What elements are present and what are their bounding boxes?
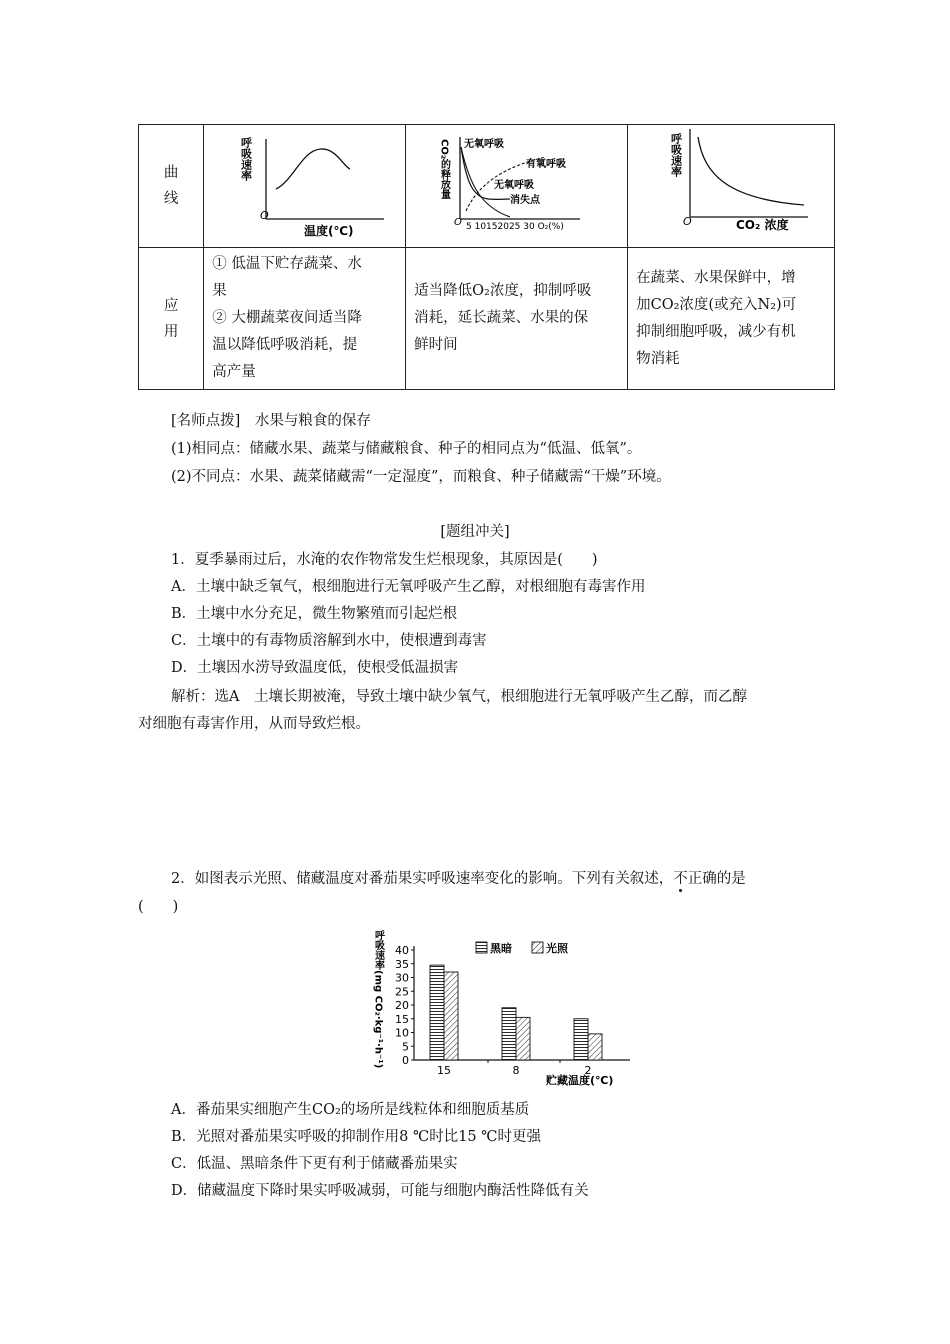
- tip-point-2: (2)不同点：水果、蔬菜储藏需“一定湿度”，而粮食、种子储藏需“干燥”环境。: [171, 469, 671, 485]
- bar-黑暗-15: [430, 965, 444, 1060]
- q2-answer-paren: ( ): [138, 899, 179, 915]
- origin-label: O: [260, 209, 269, 222]
- x-axis-label: CO₂ 浓度: [736, 218, 789, 232]
- x-tick-label: 2: [584, 1064, 592, 1077]
- oxygen-curve-cell: [406, 125, 628, 248]
- tip-title: [名师点拨] 水果与粮食的保存: [171, 413, 371, 429]
- temperature-curve-diagram: [204, 125, 404, 243]
- q1-explanation-line1: 解析：选A 土壤长期被淹，导致土壤中缺少氧气，根细胞进行无氧呼吸产生乙醇，而乙醇: [171, 689, 747, 705]
- bar-光照-2: [588, 1034, 602, 1060]
- q1-explanation-line2: 对细胞有毒害作用，从而导致烂根。: [138, 716, 370, 732]
- x-axis-label: 贮藏温度(℃): [546, 1074, 614, 1087]
- app3-line: 在蔬菜、水果保鲜中，增: [636, 269, 796, 286]
- co2-curve-cell: [628, 125, 835, 248]
- x-tick-label: 15: [437, 1064, 451, 1077]
- origin-label: O: [683, 215, 692, 228]
- app3-line: 加CO₂浓度(或充入N₂)可: [636, 296, 797, 313]
- temperature-curve-cell: [204, 125, 406, 248]
- bar-光照-8: [516, 1017, 530, 1060]
- respiration-bar-chart: [370, 926, 640, 1092]
- q1-option-d[interactable]: D．土壤因水涝导致温度低，使根受低温损害: [171, 660, 459, 676]
- label-anaerobic-low: 无氧呼吸: [494, 180, 535, 191]
- row-label-application: 应 用: [139, 248, 204, 390]
- origin-label: O: [454, 217, 463, 228]
- y-axis-label: 呼吸速率: [239, 137, 253, 181]
- q1-option-b[interactable]: B．土壤中水分充足，微生物繁殖而引起烂根: [171, 606, 458, 622]
- y-tick-label: 0: [402, 1054, 409, 1067]
- y-tick-label: 35: [395, 957, 409, 971]
- legend-swatch-光照: [532, 942, 543, 953]
- y-tick-label: 15: [395, 1012, 409, 1026]
- y-axis-label: 呼吸速率(mg CO₂·kg⁻¹·h⁻¹): [372, 930, 384, 1069]
- app2-line: 鲜时间: [414, 337, 458, 353]
- app3-line: 抑制细胞呼吸，减少有机: [636, 323, 796, 340]
- y-tick-label: 20: [395, 999, 409, 1012]
- bar-黑暗-2: [574, 1019, 588, 1060]
- q2-option-b[interactable]: B．光照对番茄果实呼吸的抑制作用8 ℃时比15 ℃时更强: [171, 1129, 541, 1145]
- y-tick-label: 10: [395, 1026, 409, 1040]
- q2-stem: 2．如图表示光照、储藏温度对番茄果实呼吸速率变化的影响。下列有关叙述，不正确的是: [171, 871, 746, 887]
- label-anaerobic-top: 无氧呼吸: [464, 139, 505, 150]
- tip-point-1: (1)相同点：储藏水果、蔬菜与储藏粮食、种子的相同点为“低温、低氧”。: [171, 441, 642, 457]
- app3-line: 物消耗: [636, 350, 680, 367]
- y-tick-label: 30: [395, 971, 409, 985]
- app1-line: 果: [212, 283, 227, 299]
- q2-option-a[interactable]: A．番茄果实细胞产生CO₂的场所是线粒体和细胞质基质: [171, 1102, 530, 1118]
- label-vanish-point: 消失点: [510, 195, 541, 206]
- decreasing-curve: [698, 137, 804, 205]
- bar-黑暗-8: [502, 1008, 516, 1060]
- q2-option-d[interactable]: D．储藏温度下降时果实呼吸减弱，可能与细胞内酶活性降低有关: [171, 1183, 589, 1199]
- comparison-table: [138, 124, 835, 390]
- app1-line: 温以降低呼吸消耗，提: [212, 337, 358, 353]
- y-tick-label: 40: [395, 944, 409, 957]
- app1-line: ② 大棚蔬菜夜间适当降: [212, 310, 362, 326]
- y-tick-label: 25: [395, 985, 409, 999]
- q1-stem: 1．夏季暴雨过后，水淹的农作物常发生烂根现象，其原因是( ): [171, 552, 598, 568]
- application-cell-temperature: [204, 248, 406, 390]
- application-cell-oxygen: [406, 248, 628, 390]
- application-row: [139, 248, 835, 390]
- legend-label-光照: 光照: [546, 942, 568, 955]
- curve-row: [139, 125, 835, 248]
- app1-line: 高产量: [212, 364, 256, 380]
- section-title: [题组冲关]: [440, 524, 510, 540]
- bell-curve: [276, 149, 350, 189]
- q1-option-c[interactable]: C．土壤中的有毒物质溶解到水中，使根遭到毒害: [171, 633, 487, 649]
- q1-option-a[interactable]: A．土壤中缺乏氧气，根细胞进行无氧呼吸产生乙醇，对根细胞有毒害作用: [171, 579, 646, 595]
- oxygen-curve-diagram: [406, 125, 626, 243]
- x-tick-label: 8: [512, 1064, 520, 1077]
- q2-option-c[interactable]: C．低温、黑暗条件下更有利于储藏番茄果实: [171, 1156, 458, 1172]
- label-aerobic: 有氧呼吸: [526, 159, 567, 170]
- row-label-curve: 曲 线: [139, 125, 204, 248]
- co2-curve-diagram: [628, 125, 833, 243]
- x-axis-ticks: 5 10152025 30 O₂(%): [466, 222, 564, 232]
- y-axis-label: 呼吸速率: [669, 133, 683, 177]
- application-cell-co2: [628, 248, 835, 390]
- legend-swatch-黑暗: [476, 942, 487, 953]
- app2-line: 适当降低O₂浓度，抑制呼吸: [414, 283, 592, 299]
- app1-line: ① 低温下贮存蔬菜、水: [212, 256, 362, 272]
- app2-line: 消耗，延长蔬菜、水果的保: [414, 310, 589, 326]
- emphasis-dot-char: 不: [673, 871, 688, 887]
- x-axis-label: 温度(℃): [304, 224, 354, 238]
- bar-光照-15: [444, 972, 458, 1060]
- y-tick-label: 5: [402, 1040, 409, 1054]
- legend-label-黑暗: 黑暗: [490, 942, 512, 955]
- y-axis-label: CO₂的释放量: [438, 139, 450, 200]
